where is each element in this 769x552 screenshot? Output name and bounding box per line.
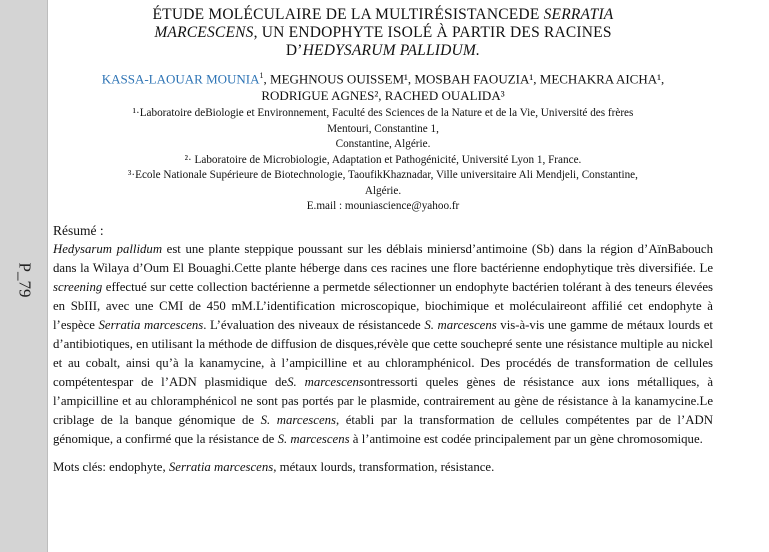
title-line-2: MARCESCENS, UN ENDOPHYTE ISOLÉ À PARTIR DES RACINES	[154, 24, 612, 41]
lead-author: KASSA-LAOUAR MOUNIA	[101, 71, 260, 87]
keywords-label: Mots clés:	[53, 459, 106, 474]
title-line-3: D’HEDYSARUM PALLIDUM.	[285, 42, 481, 59]
affiliations: ¹·Laboratoire deBiologie et Environnement, Faculté des Sciences de la Nature et de la Vie, Université des frères Mentouri, Constantine 1, Constantine, Algérie. ²· Laboratoire de Microbiologie, Adaptation et Pathogénicité, Université Lyon 1, France. ³·Ecole Nationale Supérieure de Biotechnologie, TaoufikKhaznadar, Ville universitaire Ali Mendjeli, Constantine, Algérie. E.mail : mouniascience@yahoo.fr	[53, 106, 713, 215]
author-email: E.mail : mouniascience@yahoo.fr	[306, 200, 460, 213]
paper-abstract-page	[53, 6, 713, 476]
page-code-label	[9, 258, 39, 302]
abstract-heading: Résumé :	[53, 222, 104, 238]
title-line-1: ÉTUDE MOLÉCULAIRE DE LA MULTIRÉSISTANCEDE SERRATIA	[152, 6, 614, 23]
paper-title	[53, 6, 713, 60]
page-code-text: P_79	[15, 262, 34, 298]
abstract-body: Hedysarum pallidum est une plante steppique poussant sur les déblais miniersd’antimoine (Sb) dans la région d’AïnBabouch dans la Wilaya d’Oum El Bouaghi.Cette plante héberge dans ces racines une flore bactérienne endophytique très diversifiée. Le screening effectué sur cette collection bactérienne a permetde sélectionner un endophyte bactérien tolérant à des teneurs élevées en SbIII, avec une CMI de 450 mM.L’identification microscopique, biochimique et moléculaireont affilié cet endophyte à l’espèce Serratia marcescens. L’évaluation des niveaux de résistancede S. marcescens vis-à-vis une gamme de métaux lourds et d’antibiotiques, en utilisant la méthode de diffusion de disques,révèle que cette souchepré sente une résistance multiple au nickel et au cobalt, ainsi qu’à la kanamycine, à l’ampicilline et au chloramphénicol. Des procédés de transformation de cellules compétentespar de l’ADN plasmidique deS. marcescensontressorti queles gènes de résistance aux ions métalliques, à l’ampicilline et au chloramphénicol ne sont pas portés par le plasmide, contrairement au gène de résistance à la kanamycine.Le criblage de la banque génomique de S. marcescens, établi par la transformation de cellules compétentes par de l’ADN génomique, a confirmé que la résistance de S. marcescens à l’antimoine est codée principalement par un gène chromosomique.	[53, 241, 713, 446]
author-list: KASSA-LAOUAR MOUNIA$^1$, MEGHNOUS OUISSEM¹, MOSBAH FAOUZIA¹, MECHAKRA AICHA¹, RODRIGUE AGNES², RACHED OUALIDA³	[101, 71, 665, 104]
keywords: Mots clés: endophyte, Serratia marcescens, métaux lourds, transformation, résistance.	[53, 459, 495, 474]
margin-divider	[47, 0, 48, 552]
